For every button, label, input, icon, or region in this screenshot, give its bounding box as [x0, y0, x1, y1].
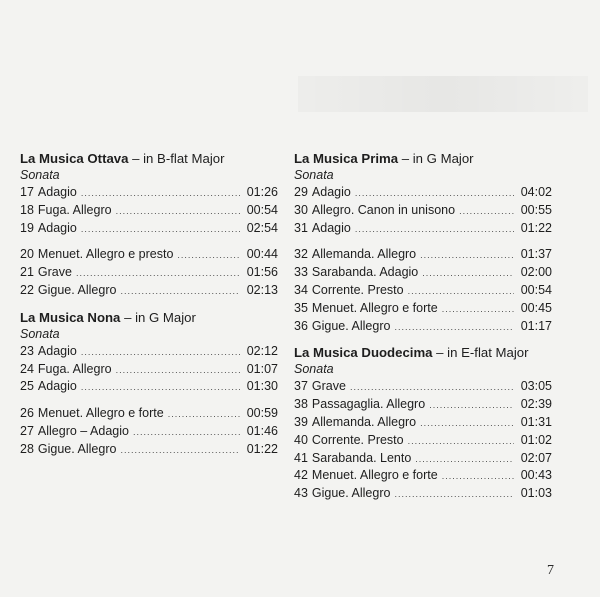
track-number: 17: [20, 185, 34, 199]
section-la-musica-ottava: [20, 150, 278, 300]
section-subtitle: Sonata: [20, 326, 60, 341]
track-title: Fuga. Allegro: [37, 202, 112, 217]
track-group: [20, 184, 278, 237]
track-number: 22: [20, 282, 34, 297]
dot-leader: [116, 362, 240, 379]
track-title: Gigue. Allegro: [311, 318, 391, 333]
track-row: [294, 246, 552, 264]
track-duration: 01:22: [520, 220, 552, 235]
track-number: 28: [20, 441, 34, 456]
track-title: Allemanda. Allegro: [311, 247, 417, 262]
section-heading: [20, 150, 278, 167]
track-duration: 00:54: [246, 202, 278, 217]
track-title: Menuet. Allegro e forte: [311, 468, 438, 483]
track-duration: 01:46: [246, 423, 278, 438]
track-number: 19: [20, 220, 34, 235]
track-group: [20, 343, 278, 396]
track-row: [20, 405, 278, 423]
dot-leader: [116, 203, 240, 220]
track-row: [20, 220, 278, 238]
track-row: [20, 264, 278, 282]
dot-leader: [420, 415, 514, 432]
track-duration: 00:43: [520, 468, 552, 483]
track-duration: 02:00: [520, 265, 552, 280]
track-title: Allegro. Canon in unisono: [311, 202, 456, 217]
section-la-musica-prima: [294, 150, 552, 335]
track-row: [294, 282, 552, 300]
track-number: 29: [294, 185, 308, 199]
dot-leader: [81, 221, 240, 238]
track-row: [294, 300, 552, 318]
track-row: [294, 264, 552, 282]
track-duration: 01:37: [520, 247, 552, 262]
track-number: 32: [294, 247, 308, 262]
section-heading: [294, 344, 552, 361]
track-number: 21: [20, 265, 34, 280]
print-bleed-through: [298, 76, 588, 112]
dot-leader: [459, 203, 514, 220]
dot-leader: [394, 319, 514, 336]
track-number: 26: [20, 406, 34, 421]
track-row: [294, 318, 552, 336]
track-row: [294, 467, 552, 485]
track-row: [294, 396, 552, 414]
track-title: Adagio: [37, 343, 77, 358]
dot-leader: [177, 247, 240, 264]
track-number: 31: [294, 220, 308, 235]
track-number: 37: [294, 379, 308, 394]
track-title: Corrente. Presto: [311, 432, 404, 447]
dot-leader: [394, 486, 514, 503]
track-title: Sarabanda. Lento: [311, 450, 412, 465]
section-heading: [294, 150, 552, 167]
section-key: – in E-flat Major: [432, 345, 529, 361]
dot-leader: [408, 283, 514, 300]
dot-leader: [133, 424, 240, 441]
section-key: – in G Major: [398, 151, 474, 166]
track-duration: 01:56: [246, 265, 278, 280]
left-column: [20, 150, 278, 468]
track-title: Menuet. Allegro e forte: [37, 406, 164, 421]
track-title: Passagaglia. Allegro: [311, 397, 426, 412]
section-subtitle: Sonata: [294, 362, 334, 377]
track-row: [294, 378, 552, 396]
track-row: [20, 202, 278, 220]
track-row: [294, 220, 552, 238]
section-title: La Musica Prima: [294, 151, 399, 166]
track-duration: 00:45: [520, 300, 552, 315]
track-number: 24: [20, 361, 34, 376]
track-duration: 01:30: [246, 379, 278, 394]
section-la-musica-duodecima: [294, 344, 552, 503]
dot-leader: [168, 406, 240, 423]
dot-leader: [350, 379, 514, 396]
track-duration: 00:59: [246, 406, 278, 421]
track-title: Adagio: [37, 185, 77, 199]
dot-leader: [81, 185, 240, 202]
track-title: Corrente. Presto: [311, 282, 404, 297]
track-number: 38: [294, 397, 308, 412]
track-number: 18: [20, 202, 34, 217]
track-title: Gigue. Allegro: [37, 282, 117, 297]
track-duration: 01:26: [246, 185, 278, 199]
track-number: 42: [294, 468, 308, 483]
track-duration: 03:05: [520, 379, 552, 394]
track-duration: 04:02: [520, 185, 552, 199]
track-row: [20, 343, 278, 361]
track-number: 33: [294, 265, 308, 280]
dot-leader: [355, 185, 514, 202]
track-duration: 01:03: [520, 486, 552, 501]
track-row: [20, 441, 278, 459]
track-row: [20, 378, 278, 396]
track-row: [20, 361, 278, 379]
section-key: – in B-flat Major: [128, 151, 225, 166]
dot-leader: [76, 265, 240, 282]
track-row: [294, 184, 552, 202]
track-title: Grave: [37, 265, 72, 280]
track-title: Allemanda. Allegro: [311, 414, 417, 429]
track-row: [294, 414, 552, 432]
track-duration: 01:31: [520, 414, 552, 429]
track-duration: 02:12: [246, 343, 278, 358]
track-duration: 00:54: [520, 282, 552, 297]
track-title: Adagio: [37, 220, 77, 235]
track-group: [294, 378, 552, 503]
track-duration: 02:54: [246, 220, 278, 235]
track-group: [20, 246, 278, 299]
track-row: [294, 432, 552, 450]
section-subtitle: Sonata: [20, 168, 60, 182]
track-duration: 02:39: [520, 397, 552, 412]
section-title: La Musica Nona: [20, 309, 121, 325]
track-row: [20, 282, 278, 300]
track-duration: 02:07: [520, 450, 552, 465]
track-duration: 02:13: [246, 282, 278, 297]
section-key: – in G Major: [120, 309, 196, 325]
section-heading: [20, 309, 278, 326]
dot-leader: [442, 468, 514, 485]
track-title: Allegro – Adagio: [37, 423, 129, 438]
track-number: 36: [294, 318, 308, 333]
track-row: [20, 423, 278, 441]
track-title: Adagio: [311, 185, 351, 199]
dot-leader: [420, 247, 514, 264]
section-subtitle: Sonata: [294, 168, 334, 182]
track-title: Gigue. Allegro: [311, 486, 391, 501]
track-number: 20: [20, 247, 34, 262]
dot-leader: [81, 379, 240, 396]
track-title: Menuet. Allegro e forte: [311, 300, 438, 315]
dot-leader: [408, 433, 514, 450]
section-title: La Musica Duodecima: [294, 345, 433, 361]
dot-leader: [81, 344, 240, 361]
track-duration: 01:02: [520, 432, 552, 447]
track-number: 39: [294, 414, 308, 429]
track-row: [294, 485, 552, 503]
track-title: Fuga. Allegro: [37, 361, 112, 376]
track-number: 27: [20, 423, 34, 438]
page-number: 7: [547, 563, 554, 578]
track-group: [294, 246, 552, 335]
track-number: 35: [294, 300, 308, 315]
track-row: [294, 202, 552, 220]
track-title: Adagio: [37, 379, 77, 394]
dot-leader: [442, 301, 514, 318]
dot-leader: [355, 221, 514, 238]
dot-leader: [429, 397, 514, 414]
track-row: [20, 246, 278, 264]
track-duration: 01:07: [246, 361, 278, 376]
section-la-musica-nona: [20, 309, 278, 459]
track-duration: 00:44: [246, 247, 278, 262]
track-title: Sarabanda. Adagio: [311, 265, 419, 280]
track-number: 41: [294, 450, 308, 465]
track-duration: 00:55: [520, 202, 552, 217]
track-row: [20, 184, 278, 202]
track-number: 43: [294, 486, 308, 501]
dot-leader: [415, 451, 514, 468]
track-title: Gigue. Allegro: [37, 441, 117, 456]
dot-leader: [120, 283, 240, 300]
track-number: 34: [294, 282, 308, 297]
track-title: Adagio: [311, 220, 351, 235]
dot-leader: [422, 265, 514, 282]
right-column: [294, 150, 552, 512]
track-row: [294, 450, 552, 468]
section-title: La Musica Ottava: [20, 151, 129, 166]
track-number: 25: [20, 379, 34, 394]
dot-leader: [120, 442, 240, 459]
track-group: [294, 184, 552, 237]
track-number: 23: [20, 343, 34, 358]
track-number: 30: [294, 202, 308, 217]
track-title: Menuet. Allegro e presto: [37, 247, 174, 262]
track-duration: 01:22: [246, 441, 278, 456]
track-duration: 01:17: [520, 318, 552, 333]
track-title: Grave: [311, 379, 346, 394]
track-group: [20, 405, 278, 458]
track-number: 40: [294, 432, 308, 447]
